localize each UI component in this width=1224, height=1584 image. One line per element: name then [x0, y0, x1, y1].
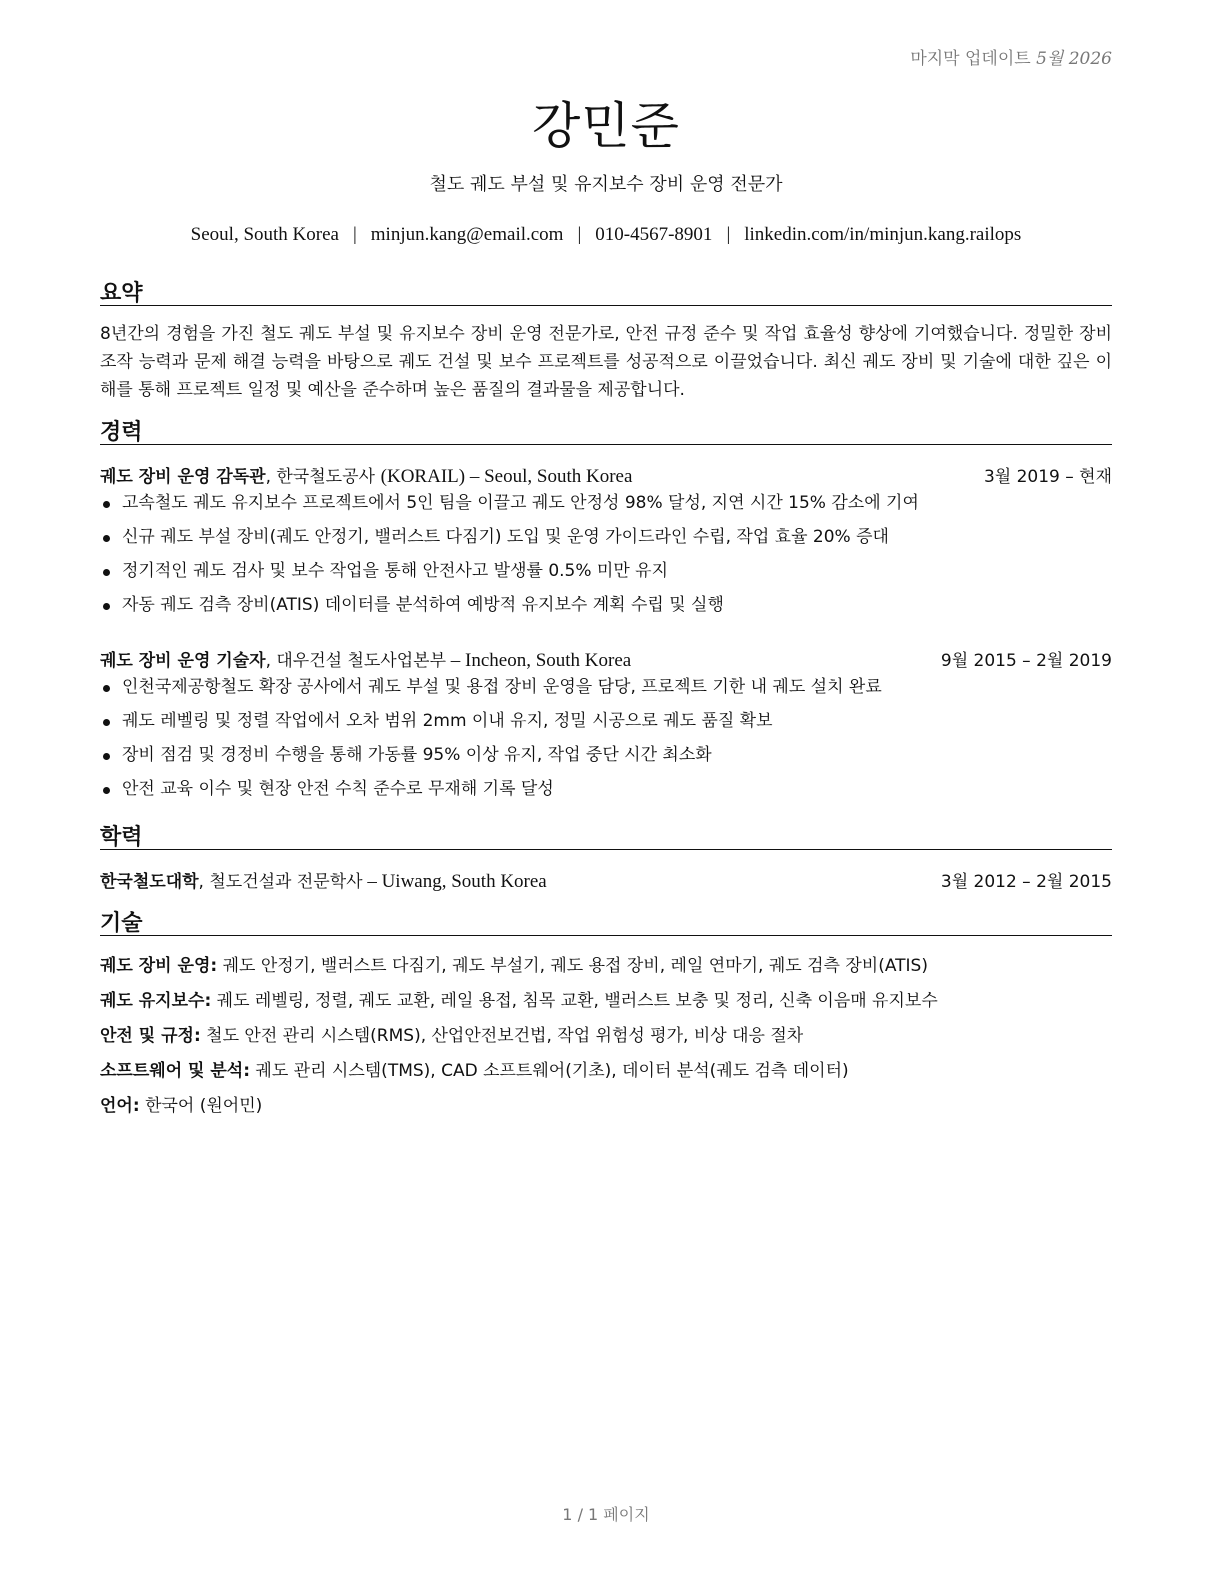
last-updated-date: 5월 2026	[1036, 49, 1112, 69]
skill-values: 한국어 (원어민)	[145, 1096, 263, 1116]
page-number: 1 / 1 페이지	[562, 1505, 650, 1524]
contact-line	[100, 224, 1112, 246]
skill-row	[100, 987, 1112, 1022]
resume-page	[100, 0, 1112, 1584]
section-title-experience: 경력	[100, 415, 1112, 445]
experience-entry-header: 궤도 장비 운영 기술자, 대우건설 철도사업본부 – Incheon, South Korea 9월 2015 – 2월 2019	[100, 646, 1112, 672]
education-dates: 3월 2012 – 2월 2015	[940, 872, 1112, 892]
candidate-name: 강민준	[532, 97, 680, 155]
list-item: 고속철도 궤도 유지보수 프로젝트에서 5인 팀을 이끌고 궤도 안정성 98% 달성, 지연 시간 15% 감소에 기여	[100, 488, 1112, 522]
contact-separator: |	[726, 224, 731, 245]
list-item: 신규 궤도 부설 장비(궤도 안정기, 밸러스트 다짐기) 도입 및 운영 가이드라인 수립, 작업 효율 20% 증대	[100, 522, 1112, 556]
job-location: Seoul, South Korea	[484, 466, 633, 487]
contact-email[interactable]: minjun.kang@email.com	[370, 224, 564, 245]
list-item: 정기적인 궤도 검사 및 보수 작업을 통해 안전사고 발생률 0.5% 미만 유지	[100, 556, 1112, 590]
experience-entry-header: 궤도 장비 운영 감독관, 한국철도공사 (KORAIL) – Seoul, South Korea 3월 2019 – 현재	[100, 462, 1112, 488]
education-entry: 한국철도대학, 철도건설과 전문학사 – Uiwang, South Korea 3월 2012 – 2월 2015	[100, 867, 1112, 893]
skill-category: 안전 및 규정:	[100, 1026, 201, 1046]
experience-bullets	[100, 488, 1112, 624]
experience-bullets	[100, 672, 1112, 808]
skill-row	[100, 952, 1112, 987]
section-title-education: 학력	[100, 820, 1112, 850]
skill-values: 궤도 안정기, 밸러스트 다짐기, 궤도 부설기, 궤도 용접 장비, 레일 연마기, 궤도 검측 장비(ATIS)	[222, 956, 928, 976]
skill-category: 궤도 장비 운영:	[100, 956, 218, 976]
degree-name: 철도건설과 전문학사	[209, 872, 363, 892]
section-title-summary: 요약	[100, 276, 1112, 306]
school-location: Uiwang, South Korea	[381, 871, 547, 892]
skill-row	[100, 1022, 1112, 1057]
contact-separator: |	[352, 224, 357, 245]
skill-category: 소프트웨어 및 분석:	[100, 1061, 251, 1081]
contact-location: Seoul, South Korea	[190, 224, 339, 245]
summary-text: 8년간의 경험을 가진 철도 궤도 부설 및 유지보수 장비 운영 전문가로, 안전 규정 준수 및 작업 효율성 향상에 기여했습니다. 정밀한 장비 조작 능력과 문제 해결 능력을 바탕으로 궤도 건설 및 보수 프로젝트를 성공적으로 이끌었습니다. 최신 궤도 장비 및 기술에 대한 깊은 이해를 통해 프로젝트 일정 및 예산을 준수하며 높은 품질의 결과물을 제공합니다.	[100, 324, 1112, 400]
job-dates: 9월 2015 – 2월 2019	[940, 651, 1112, 671]
contact-phone: 010-4567-8901	[595, 224, 713, 245]
school-name: 한국철도대학	[100, 872, 199, 892]
job-title: 궤도 장비 운영 기술자	[100, 651, 266, 671]
employer-name-en: (KORAIL)	[380, 466, 466, 487]
skill-values: 궤도 관리 시스템(TMS), CAD 소프트웨어(기초), 데이터 분석(궤도 검측 데이터)	[255, 1061, 849, 1081]
list-item: 장비 점검 및 경정비 수행을 통해 가동률 95% 이상 유지, 작업 중단 시간 최소화	[100, 740, 1112, 774]
list-item: 안전 교육 이수 및 현장 안전 수칙 준수로 무재해 기록 달성	[100, 774, 1112, 808]
contact-separator: |	[577, 224, 582, 245]
candidate-headline: 철도 궤도 부설 및 유지보수 장비 운영 전문가	[429, 174, 783, 195]
list-item: 궤도 레벨링 및 정렬 작업에서 오차 범위 2mm 이내 유지, 정밀 시공으로 궤도 품질 확보	[100, 706, 1112, 740]
contact-linkedin[interactable]: linkedin.com/in/minjun.kang.railops	[744, 224, 1022, 245]
list-item: 자동 궤도 검측 장비(ATIS) 데이터를 분석하여 예방적 유지보수 계획 수립 및 실행	[100, 590, 1112, 624]
last-updated	[910, 44, 1112, 69]
skill-values: 철도 안전 관리 시스템(RMS), 산업안전보건법, 작업 위험성 평가, 비상 대응 절차	[206, 1026, 804, 1046]
skill-values: 궤도 레벨링, 정렬, 궤도 교환, 레일 용접, 침목 교환, 밸러스트 보충 및 정리, 신축 이음매 유지보수	[216, 991, 938, 1011]
skill-category: 언어:	[100, 1096, 140, 1116]
skills-list	[100, 952, 1112, 1127]
skill-category: 궤도 유지보수:	[100, 991, 212, 1011]
job-dates: 3월 2019 – 현재	[983, 467, 1112, 487]
job-title: 궤도 장비 운영 감독관	[100, 467, 266, 487]
skill-row	[100, 1057, 1112, 1092]
last-updated-label: 마지막 업데이트	[910, 49, 1031, 69]
skill-row	[100, 1092, 1112, 1127]
job-location: Incheon, South Korea	[465, 650, 632, 671]
employer-name: 한국철도공사	[276, 467, 375, 487]
section-title-skills: 기술	[100, 906, 1112, 936]
employer-name: 대우건설 철도사업본부	[276, 651, 446, 671]
list-item: 인천국제공항철도 확장 공사에서 궤도 부설 및 용접 장비 운영을 담당, 프로젝트 기한 내 궤도 설치 완료	[100, 672, 1112, 706]
